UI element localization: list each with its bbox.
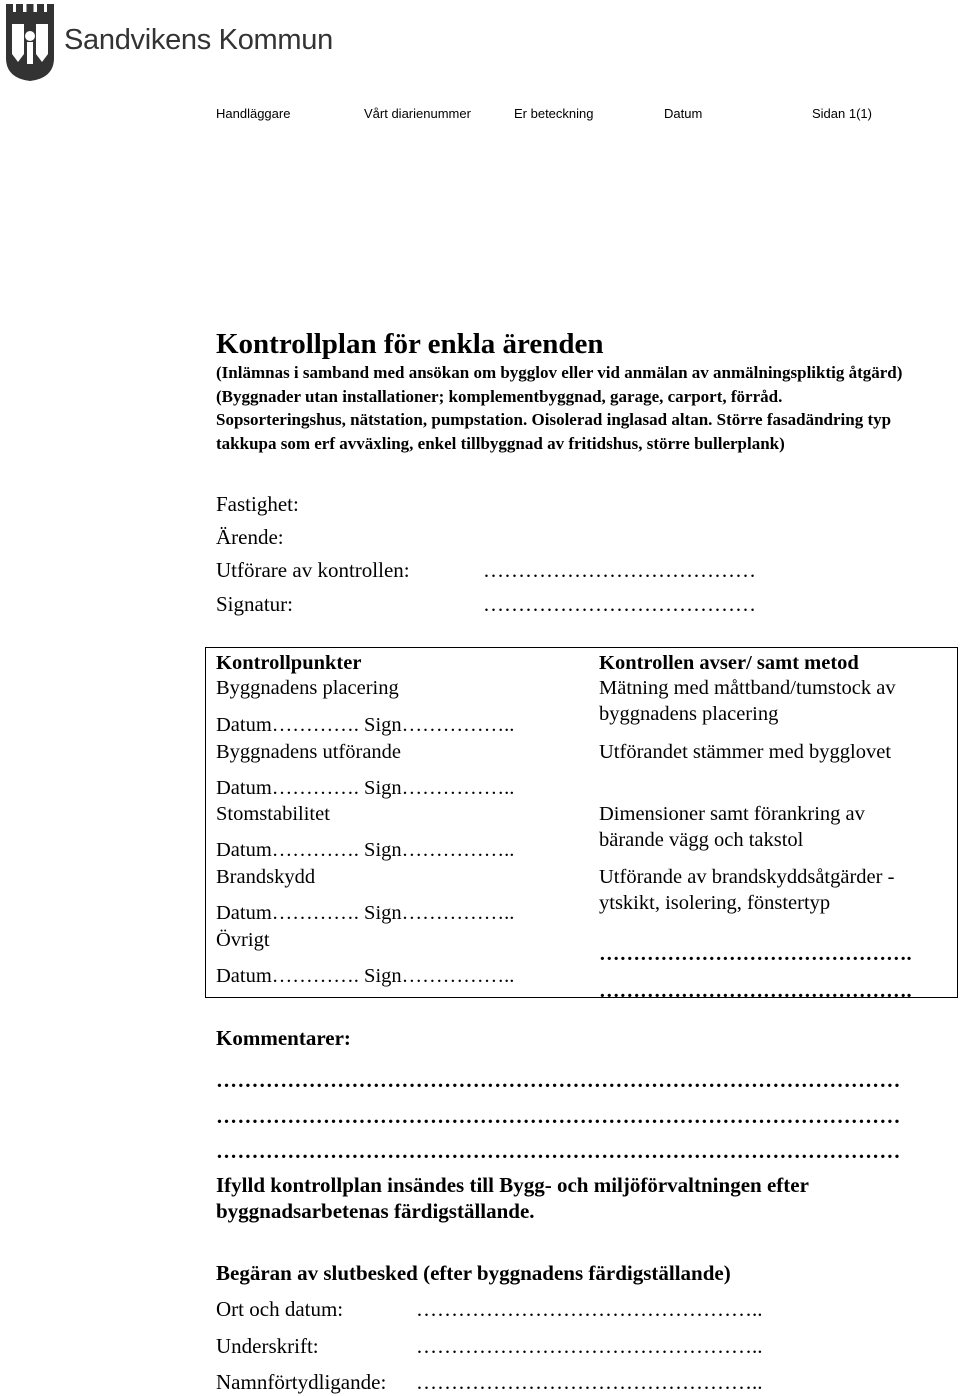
header-datum: Datum xyxy=(664,106,703,121)
datum-sign-line: Datum…………. Sign…………….. xyxy=(216,839,515,861)
signatur-line: ………………………………… xyxy=(483,592,756,616)
document-intro xyxy=(216,361,960,455)
arende-label: Ärende: xyxy=(216,525,284,549)
method-dotted-line: ………………………………………. xyxy=(599,943,912,965)
ort-datum-label: Ort och datum: xyxy=(216,1297,344,1321)
intro-line: (Inlämnas i samband med ansökan om bygglov eller vid anmälan av anmälningspliktig åtgärd) xyxy=(216,363,903,382)
datum-sign-line: Datum…………. Sign…………….. xyxy=(216,714,515,736)
ort-datum-line: ………………………………………….. xyxy=(416,1297,763,1321)
control-point-stomstabilitet: Stomstabilitet xyxy=(216,803,330,825)
notice-line: Ifylld kontrollplan insändes till Bygg- och miljöförvaltningen efter xyxy=(216,1173,809,1197)
datum-sign-line: Datum…………. Sign…………….. xyxy=(216,965,515,987)
method-line: ytskikt, isolering, fönstertyp xyxy=(599,892,831,914)
document-title: Kontrollplan för enkla ärenden xyxy=(216,328,604,360)
method-line: byggnadens placering xyxy=(599,703,779,725)
underskrift-label: Underskrift: xyxy=(216,1334,319,1358)
comment-line: …………………………………………………………………………………… xyxy=(216,1068,901,1092)
table-header-kontrollpunkter: Kontrollpunkter xyxy=(216,652,362,674)
fastighet-label: Fastighet: xyxy=(216,492,299,516)
control-point-placering: Byggnadens placering xyxy=(216,677,399,699)
namnfortydligande-label: Namnförtydligande: xyxy=(216,1370,387,1394)
namnfortydligande-line: ………………………………………….. xyxy=(416,1370,763,1394)
notice-line: byggnadsarbetenas färdigställande. xyxy=(216,1199,535,1223)
intro-line: (Byggnader utan installationer; komplementbyggnad, garage, carport, förråd. xyxy=(216,386,783,406)
header-diarienummer: Vårt diarienummer xyxy=(364,106,471,121)
method-line: Utförandet stämmer med bygglovet xyxy=(599,741,892,763)
datum-sign-line: Datum…………. Sign…………….. xyxy=(216,902,515,924)
intro-line: Sopsorteringshus, nätstation, pumpstation. Oisolerad inglasad altan. Större fasadändring typ xyxy=(216,410,892,429)
method-line: Utförande av brandskyddsåtgärder - xyxy=(599,866,895,888)
comment-line: …………………………………………………………………………………… xyxy=(216,1104,901,1128)
control-point-utforande: Byggnadens utförande xyxy=(216,741,402,763)
header-beteckning: Er beteckning xyxy=(514,106,594,121)
table-header-metod: Kontrollen avser/ samt metod xyxy=(599,652,859,674)
header-page-number: Sidan 1(1) xyxy=(812,106,872,121)
utforare-label: Utförare av kontrollen: xyxy=(216,558,410,582)
municipality-coat-of-arms-logo xyxy=(4,2,56,82)
method-line: Dimensioner samt förankring av xyxy=(599,803,865,825)
signatur-label: Signatur: xyxy=(216,592,293,616)
comments-label: Kommentarer: xyxy=(216,1026,351,1050)
request-title: Begäran av slutbesked (efter byggnadens färdigställande) xyxy=(216,1261,731,1285)
utforare-line: ………………………………… xyxy=(483,558,756,582)
comment-line: …………………………………………………………………………………… xyxy=(216,1139,901,1163)
organization-name: Sandvikens Kommun xyxy=(64,24,333,56)
submission-notice xyxy=(216,1172,809,1224)
datum-sign-line: Datum…………. Sign…………….. xyxy=(216,777,515,799)
control-point-brandskydd: Brandskydd xyxy=(216,866,316,888)
header-handlaggare: Handläggare xyxy=(216,106,291,121)
method-line: Mätning med måttband/tumstock av xyxy=(599,677,896,699)
control-points-table xyxy=(205,647,958,1002)
method-dotted-line: ………………………………………. xyxy=(599,980,912,1002)
underskrift-line: ………………………………………….. xyxy=(416,1334,763,1358)
control-point-ovrigt: Övrigt xyxy=(216,929,270,951)
method-line: bärande vägg och takstol xyxy=(599,829,804,851)
intro-line: takkupa som erf avväxling, enkel tillbyggnad av fritidshus, större bullerplank) xyxy=(216,433,785,453)
